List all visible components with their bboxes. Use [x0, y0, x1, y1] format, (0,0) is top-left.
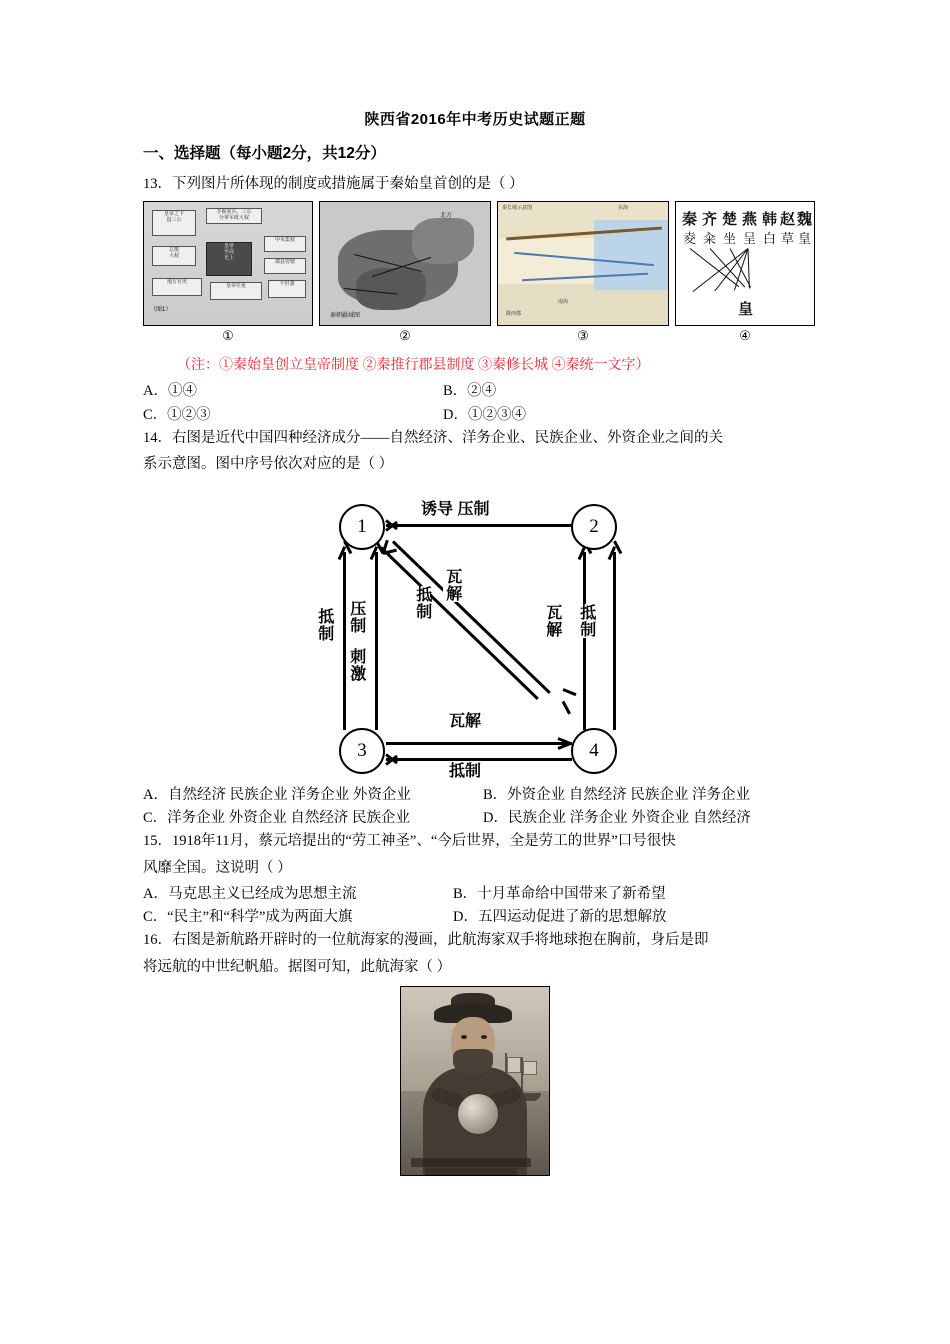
question-13-stem: 13．下列图片所体现的制度或措施属于秦始皇首创的是（ ）	[143, 176, 524, 192]
question-14-stem-line1: 14．右图是近代中国四种经济成分——自然经济、洋务企业、民族企业、外资企业之间的关	[143, 429, 723, 446]
diagram-node-2: 2	[571, 504, 617, 550]
diagram-node-4: 4	[571, 728, 617, 774]
section-heading: 一、选择题（每小题2分，共12分）	[143, 145, 386, 162]
question-16-stem-line1: 16．右图是新航路开辟时的一位航海家的漫画，此航海家双手将地球抱在胸前，身后是即	[143, 932, 709, 949]
option-14-c[interactable]: C．洋务企业 外资企业 自然经济 民族企业	[143, 809, 411, 826]
question-13-options	[143, 380, 807, 426]
option-13-b[interactable]: B．②④	[443, 383, 497, 400]
figure-1-cell	[143, 201, 313, 344]
option-15-b[interactable]: B．十月革命给中国带来了新希望	[453, 886, 666, 903]
figure-4-cell	[675, 201, 815, 344]
question-13-note: （注：①秦始皇创立皇帝制度 ②秦推行郡县制度 ③秦修长城 ④秦统一文字）	[177, 358, 650, 374]
question-16-stem-line2: 将远航的中世纪帆船。据图可知，此航海家（ ）	[143, 958, 452, 975]
figure-2-commandery-county-map: 北方 秦朝疆域图	[319, 201, 491, 326]
option-15-c[interactable]: C．“民主”和“科学”成为两面大旗	[143, 909, 353, 926]
question-14-stem-line2: 系示意图。图中序号依次对应的是（ ）	[143, 456, 394, 473]
option-15-a[interactable]: A．马克思主义已经成为思想主流	[143, 886, 357, 903]
diagram-node-1: 1	[339, 504, 385, 550]
diagram-node-3: 3	[339, 728, 385, 774]
figure-3-cell	[497, 201, 669, 344]
question-15-stem-line1: 15．1918年11月，蔡元培提出的“劳工神圣”、“今后世界，全是劳工的世界”口号很快	[143, 833, 676, 850]
option-13-a[interactable]: A．①④	[143, 383, 197, 400]
diagram-label-bottom-lower: 抵制	[449, 762, 482, 780]
figure-4-center-char: 皇	[738, 300, 754, 319]
page-title: 陕西省2016年中考历史试题正题	[364, 111, 586, 128]
figure-3-caption: ③	[577, 328, 589, 344]
figure-2-caption: ②	[399, 328, 411, 344]
figure-1-emperor-system-diagram: 皇帝之下 设三公 手握重兵、三公 分掌军政大权 皇帝 至高 无上 总揽 大权 中央集权 郡县管辖 地方官吏 皇帝任免 不世袭 （图1）	[143, 201, 313, 326]
option-14-b[interactable]: B．外资企业 自然经济 民族企业 洋务企业	[483, 786, 751, 803]
question-16-figure	[143, 986, 807, 1176]
question-14-options	[143, 784, 807, 830]
option-13-c[interactable]: C．①②③	[143, 406, 211, 423]
diagram-label-top: 诱导 压制	[421, 500, 490, 518]
navigator-caricature-image	[400, 986, 550, 1176]
document-body	[143, 108, 813, 1176]
option-13-d[interactable]: D．①②③④	[443, 406, 526, 423]
option-14-d[interactable]: D．民族企业 洋务企业 外资企业 自然经济	[483, 809, 751, 826]
question-13-figures	[143, 201, 813, 344]
diagram-label-bottom-upper: 瓦解	[449, 712, 482, 730]
option-14-a[interactable]: A．自然经济 民族企业 洋务企业 外资企业	[143, 786, 411, 803]
diagram-label-left-outer: 抵制	[315, 607, 333, 642]
diagram-label-right-inner: 瓦解	[543, 603, 561, 638]
figure-4-script-unification-chart: 秦 齐 楚 燕 韩 赵 魏 夌 籴 坐 呈 白 草 皇 皇	[675, 201, 815, 326]
figure-2-cell	[319, 201, 491, 344]
figure-3-great-wall-map: 秦长城示意图 东海 南海 陇西郡	[497, 201, 669, 326]
diagram-label-left-inner-2: 刺激	[347, 647, 365, 682]
question-14-diagram	[143, 480, 807, 780]
diagram-label-right-outer: 抵制	[577, 603, 595, 638]
figure-4-caption: ④	[739, 328, 751, 344]
question-15-stem-line2: 风靡全国。这说明（ ）	[143, 859, 292, 876]
question-15-options	[143, 883, 807, 929]
option-15-d[interactable]: D．五四运动促进了新的思想解放	[453, 909, 667, 926]
diagram-label-left-inner-1: 压制	[347, 599, 365, 634]
diagram-label-diagonal-a: 抵制	[413, 585, 431, 620]
figure-1-caption: ①	[222, 328, 234, 344]
diagram-label-diagonal-b: 瓦解	[443, 567, 461, 602]
